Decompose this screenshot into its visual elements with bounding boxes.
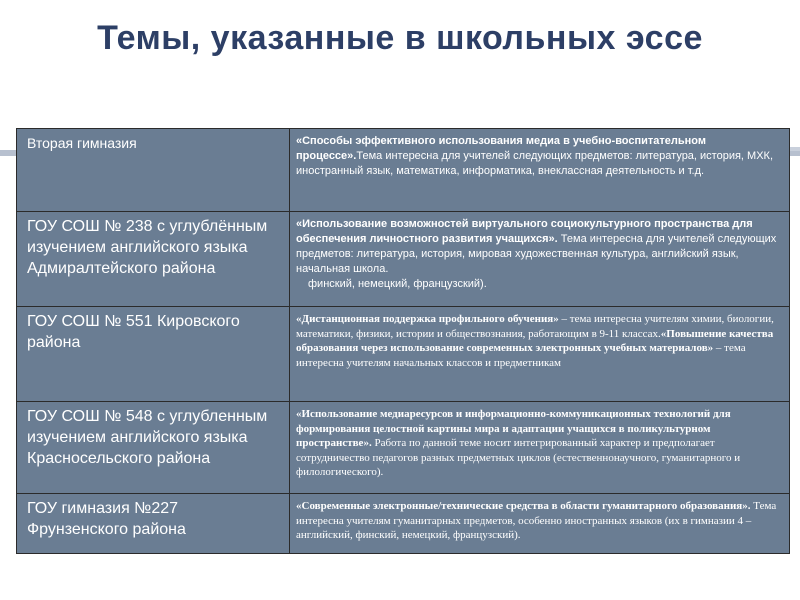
school-cell: Вторая гимназия — [17, 129, 290, 212]
topic-description: Работа по данной теме носит интегрированный характер и предполагает сотрудничество педагогов разных предметных циклов (естественнонаучного, гуманитарного и филологического). — [296, 437, 741, 478]
table-row — [17, 307, 790, 402]
topic-description-2: – тема интересна учителям начальных классов и предметникам — [296, 342, 746, 369]
school-cell: ГОУ гимназия №227 Фрунзенского района — [17, 494, 290, 554]
topic-title: «Современные электронные/технические средства в области гуманитарного образования». — [296, 500, 751, 512]
topic-description: Тема интересна учителям гуманитарных предметов, особенно иностранных языков (их в гимназии 4 – английский, финский, немецкий, французский). — [296, 500, 777, 541]
essay-topics-table — [16, 128, 790, 554]
topic-title: «Использование возможностей виртуального социокультурного пространства для обеспечения личностного развития учащихся». — [296, 218, 753, 245]
table-row — [17, 212, 790, 307]
school-cell: ГОУ СОШ № 238 с углублённым изучением английского языка Адмиралтейского района — [17, 212, 290, 307]
topic-title-2: «Повышение качества образования через использование современных электронных учебных материалов» — [296, 327, 774, 354]
table-row — [17, 129, 790, 212]
topic-title: «Дистанционная поддержка профильного обучения» — [296, 313, 559, 325]
topic-cell — [290, 402, 790, 494]
page-title: Темы, указанные в школьных эссе — [97, 19, 703, 57]
table-row — [17, 494, 790, 554]
table-row — [17, 402, 790, 494]
topic-description: – тема интересна учителям химии, биологии, математики, физики, истории и обществознания, работающим в 9-11 классах. — [296, 313, 774, 340]
topic-cell — [290, 129, 790, 212]
topic-description: Тема интересна для учителей следующих предметов: литература, история, МХК, иностранный язык, математика, информатика, внеклассная деятельность и т.д. — [296, 150, 774, 177]
topic-title: «Использование медиаресурсов и информационно-коммуникационных технологий для формирования целостной картины мира и адаптации учащихся в поликультурном пространстве». — [296, 408, 731, 449]
topic-cell — [290, 212, 790, 307]
topic-title: «Способы эффективного использования медиа в учебно-воспитательном процессе». — [296, 135, 707, 162]
school-cell: ГОУ СОШ № 551 Кировского района — [17, 307, 290, 402]
topic-cell — [290, 494, 790, 554]
topic-cell — [290, 307, 790, 402]
topic-description: Тема интересна для учителей следующих предметов: литература, история, мировая художественная культура, английский язык, начальная школа. — [296, 233, 777, 275]
school-cell: ГОУ СОШ № 548 с углубленным изучением английского языка Красносельского района — [17, 402, 290, 494]
topic-extra: финский, немецкий, французский). — [308, 278, 487, 290]
